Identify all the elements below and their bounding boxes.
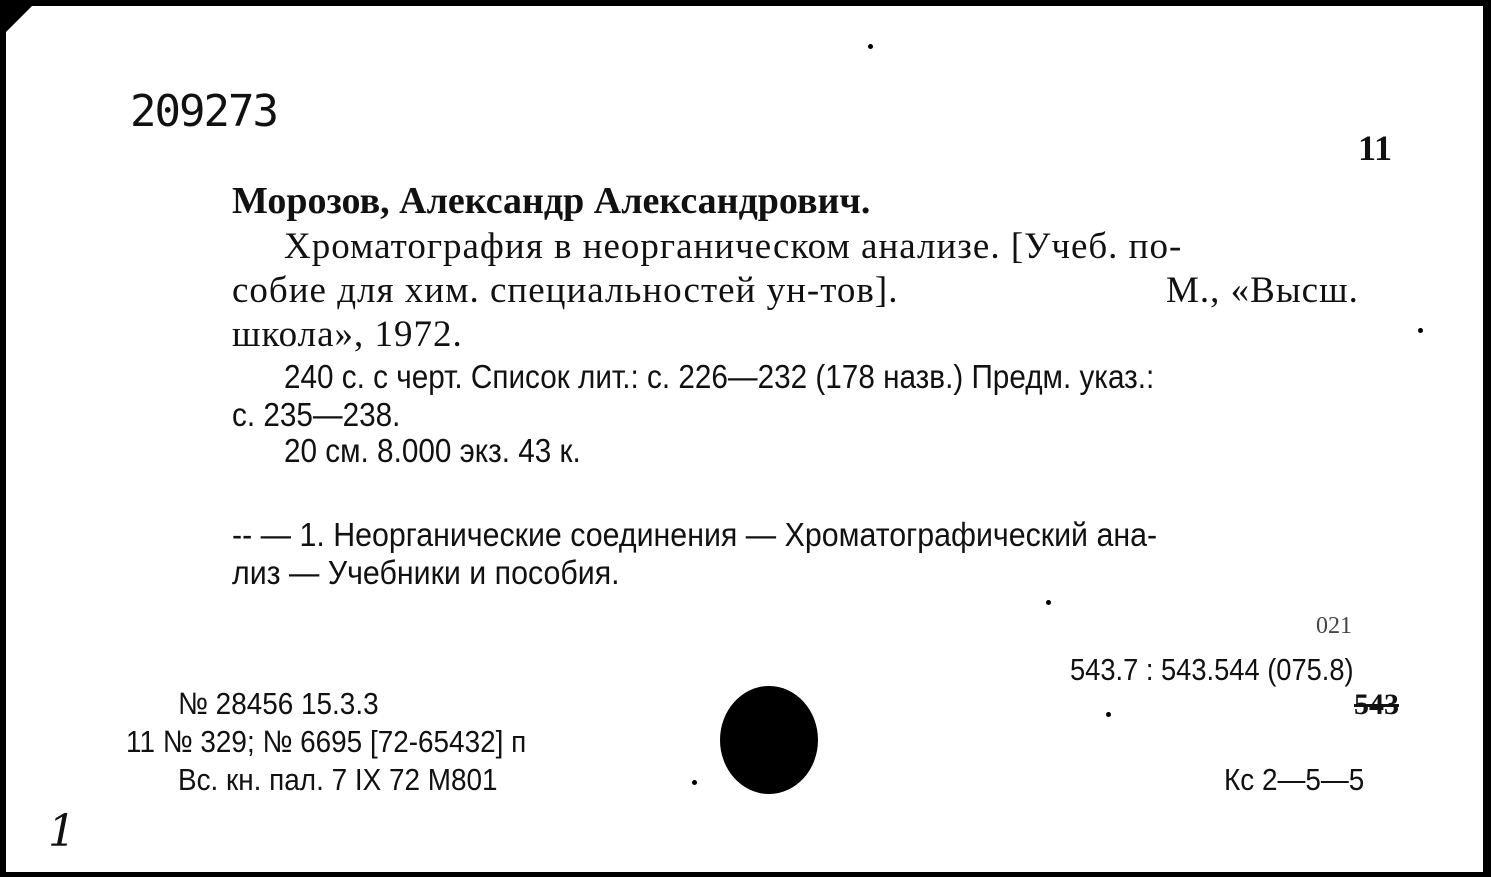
speck xyxy=(868,44,873,49)
publisher-year-line: школа», 1972. xyxy=(232,314,463,355)
author-heading: Морозов, Александр Александрович. xyxy=(232,180,871,222)
speck xyxy=(1106,712,1111,717)
punch-hole xyxy=(720,686,818,794)
catalog-card xyxy=(6,6,1483,872)
publisher-line: М., «Высш. xyxy=(1166,270,1359,311)
classification-code: Кс 2—5—5 xyxy=(1224,762,1365,797)
subject-heading-line: лиз — Учебники и пособия. xyxy=(232,554,620,591)
inventory-number: 209273 xyxy=(130,86,277,137)
subject-heading-line: -- — 1. Неорганические соединения — Хроматографический ана- xyxy=(232,516,1158,553)
speck xyxy=(692,780,697,785)
margin-mark: 1 xyxy=(48,806,76,857)
record-line: № 28456 15.3.3 xyxy=(178,686,379,721)
physical-description-line: 20 см. 8.000 экз. 43 к. xyxy=(284,432,581,469)
udc-short-index: 543 xyxy=(1354,688,1399,721)
title-line: Хроматография в неорганическом анализе. [Учеб. по- xyxy=(284,226,1183,267)
volume-number: 11 xyxy=(1358,128,1393,168)
record-line: Вс. кн. пал. 7 IX 72 М801 xyxy=(178,762,498,797)
title-line: собие для хим. специальностей ун-тов]. xyxy=(232,270,899,311)
record-line: 11 № 329; № 6695 [72-65432] п xyxy=(126,724,527,759)
physical-description-line: 240 с. с черт. Список лит.: с. 226—232 (178 назв.) Предм. указ.: xyxy=(284,358,1155,395)
speck xyxy=(1418,328,1423,333)
speck xyxy=(1046,600,1051,605)
udc-index: 543.7 : 543.544 (075.8) xyxy=(1070,652,1354,687)
handwritten-stamp: 021 xyxy=(1316,613,1352,639)
physical-description-line: с. 235—238. xyxy=(232,396,401,433)
